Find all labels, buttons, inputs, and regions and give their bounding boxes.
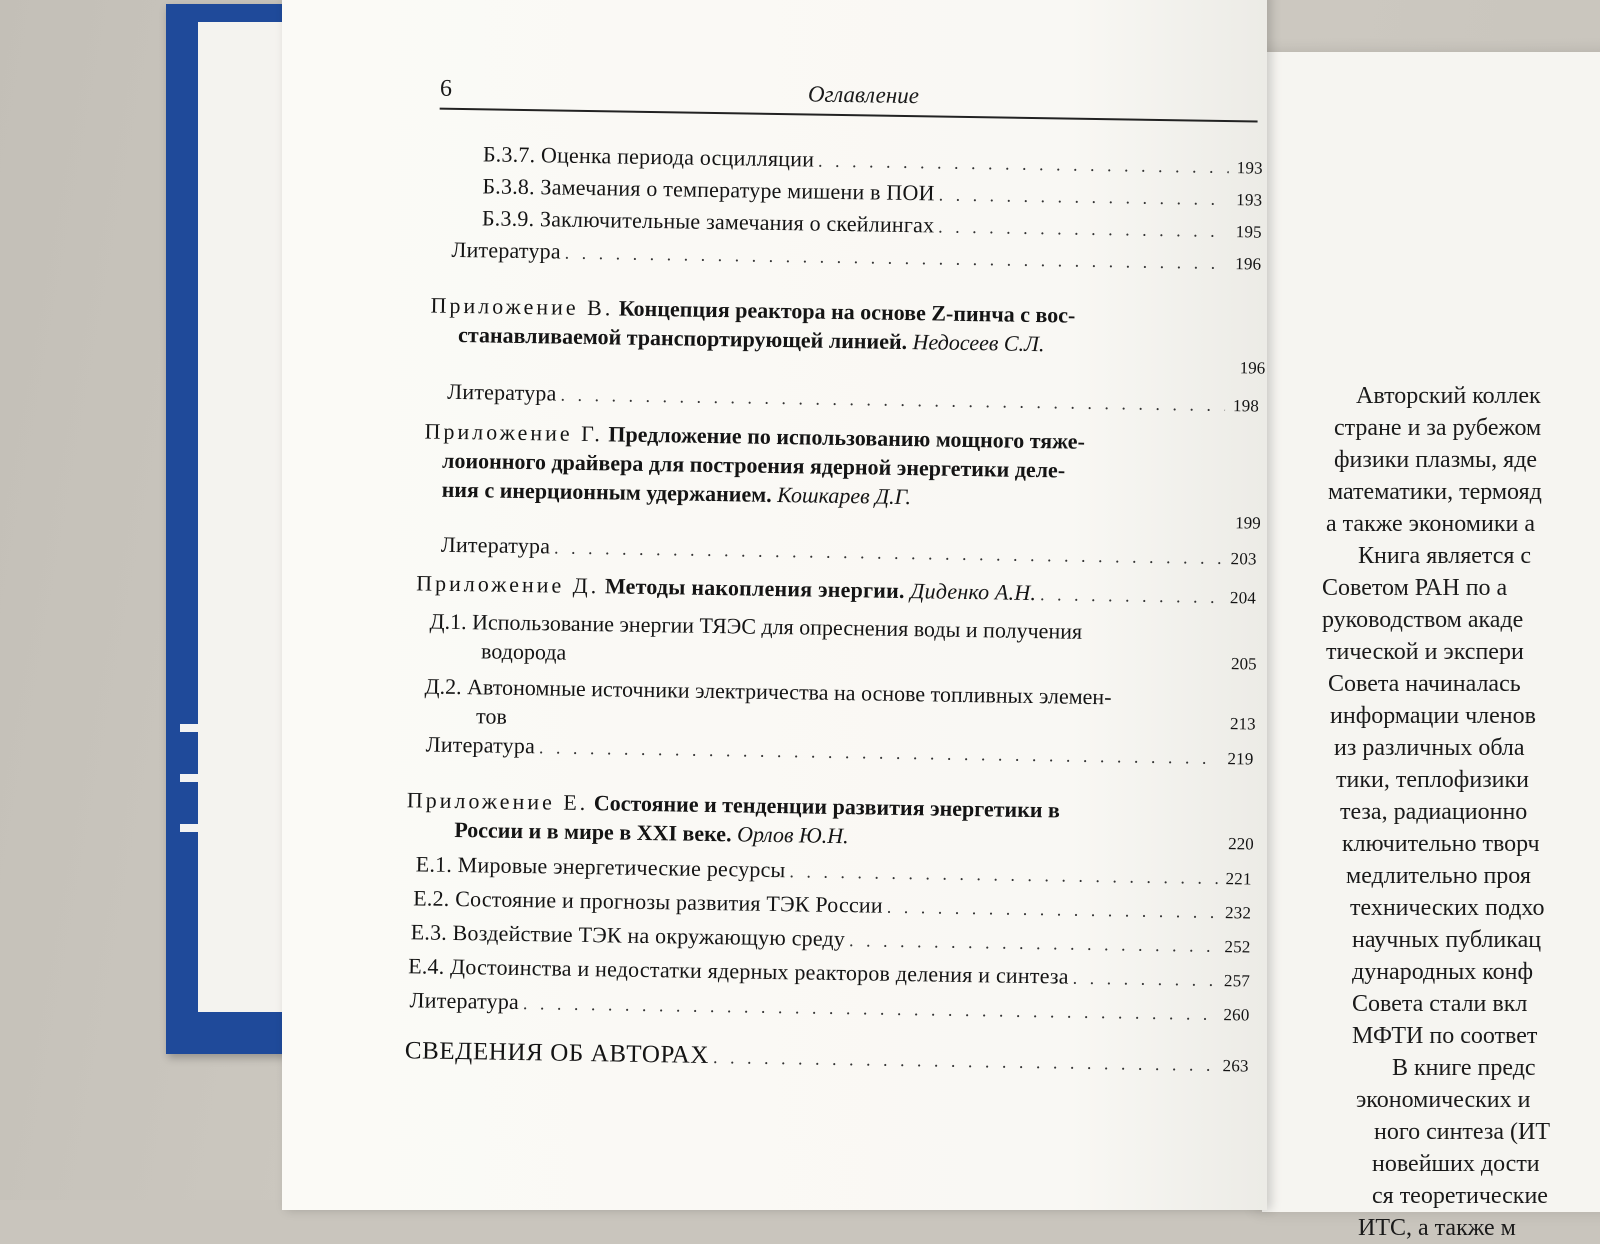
right-line: стране и за рубежом [1334, 415, 1542, 441]
toc-entry-page: 205 [1230, 654, 1257, 674]
toc-entry-label: Е.4. Достоинства и недостатки ядерных реакторов деления и синтеза [408, 953, 1069, 989]
appendix-title: ния с инерционным удержанием. [441, 476, 772, 507]
right-line: Книга является с [1358, 543, 1532, 569]
appendix-v [430, 291, 1261, 362]
toc-entry [409, 987, 1249, 1026]
right-line: Совета стали вкл [1352, 991, 1528, 1017]
toc-entry-page: 196 [1239, 358, 1266, 378]
toc-entry [408, 953, 1250, 992]
right-line: Авторский коллек [1356, 383, 1541, 409]
appendix-author: Орлов Ю.Н. [736, 821, 849, 849]
appendix-e [406, 785, 1253, 856]
right-line: новейших дости [1372, 1151, 1540, 1177]
right-line: ся теоретические [1372, 1183, 1548, 1209]
right-line: МФТИ по соответ [1352, 1023, 1538, 1049]
appendix-prefix: Приложение Д. [416, 570, 600, 599]
toc-entry-d2 [424, 671, 1255, 742]
toc-entry [482, 205, 1262, 243]
right-line: физики плазмы, яде [1334, 447, 1538, 473]
toc-entry-page: 219 [1227, 749, 1254, 769]
toc-entry-page: 193 [1236, 158, 1263, 178]
page-number: 6 [439, 75, 453, 102]
toc-entry-authors [405, 1037, 1249, 1078]
toc-entry-label: Литература [409, 987, 520, 1015]
toc-entry-page: 220 [1228, 834, 1254, 854]
right-line: технических подхо [1350, 895, 1545, 921]
toc-entry-label: Е.2. Состояние и прогнозы развития ТЭК России [413, 885, 884, 918]
toc-entry [451, 237, 1261, 276]
right-line: руководством акаде [1322, 607, 1524, 633]
appendix-prefix: Приложение Г. [424, 418, 604, 447]
toc-entry-label: Б.3.7. Оценка периода осцилляции [482, 141, 815, 172]
toc-entry-label: Д.1. Использование энергии ТЯЭС для опреснения воды и получения [429, 608, 1083, 644]
toc-entry-label: тов [475, 703, 508, 729]
appendix-title: Концепция реактора на основе Z-пинча с вос- [618, 295, 1076, 328]
right-line: ного синтеза (ИТ [1374, 1119, 1550, 1145]
toc-entry-page: 199 [1235, 513, 1261, 533]
right-line: медлительно проя [1346, 863, 1531, 889]
toc-entry [483, 141, 1263, 179]
right-line: из различных обла [1334, 735, 1525, 761]
right-line: тики, теплофизики [1336, 767, 1530, 793]
toc-entry-label: Литература [440, 531, 551, 559]
header-rule [440, 108, 1258, 122]
appendix-title: России и в мире в XXI веке. [454, 816, 732, 847]
appendix-prefix: Приложение В. [430, 292, 614, 321]
toc-entry-label: Литература [447, 378, 557, 406]
right-line: экономических и [1356, 1087, 1531, 1113]
appendix-title: Состояние и тенденции развития энергетики в [593, 790, 1061, 823]
toc-entry-page: 213 [1229, 714, 1256, 734]
toc-entry-label: Е.1. Мировые энергетические ресурсы [415, 851, 786, 883]
right-line: математики, термояд [1328, 479, 1542, 505]
appendix-author: Диденко А.Н. [910, 578, 1037, 606]
appendix-title: Методы накопления энергии. [604, 573, 905, 604]
toc-entry-d1 [429, 607, 1256, 678]
toc-entry-label: Литература [425, 731, 536, 759]
right-line: Советом РАН по а [1322, 575, 1508, 601]
toc-entry-page: 196 [1235, 254, 1262, 274]
toc-entry-page: 204 [1229, 588, 1257, 608]
toc-entry-page: 203 [1230, 549, 1257, 569]
right-line: научных публикац [1352, 927, 1542, 953]
toc-entry-page: 193 [1236, 190, 1263, 210]
toc-entry-label: Д.2. Автономные источники электричества на основе топливных элемен- [424, 673, 1112, 710]
appendix-title: лоионного драйвера для построения ядерной энергетики деле- [441, 447, 1066, 483]
toc-entry-label: Е.3. Воздействие ТЭК на окружающую среду [410, 919, 846, 952]
toc-entry-label: Б.3.8. Замечания о температуре мишени в ПОИ [482, 173, 935, 206]
toc-entry-label: Литература [451, 236, 562, 264]
appendix-title: Предложение по использованию мощного тяже- [608, 421, 1086, 454]
toc-entry-page: 232 [1224, 903, 1252, 923]
toc-entry-label: водорода [480, 638, 567, 665]
right-line: В книге предс [1392, 1055, 1536, 1081]
toc-entry-page: 260 [1223, 1005, 1250, 1025]
toc-entry [441, 532, 1257, 571]
page-header-title: Оглавление [807, 81, 920, 109]
appendix-d [416, 570, 1256, 609]
right-line: а также экономики а [1326, 511, 1535, 537]
right-line: информации членов [1330, 703, 1536, 729]
right-line: ключительно творч [1342, 831, 1540, 857]
toc-entry [413, 885, 1251, 924]
appendix-prefix: Приложение Е. [406, 787, 589, 816]
right-line: теза, радиационно [1340, 799, 1528, 825]
appendix-author: Кошкарев Д.Г. [776, 482, 912, 510]
toc-entry-page: 195 [1235, 222, 1262, 242]
toc-entry-page: 263 [1222, 1056, 1249, 1076]
toc-entry-label: Б.3.9. Заключительные замечания о скейлингах [481, 205, 935, 238]
toc-entry-page: 252 [1224, 937, 1251, 957]
right-line: тической и экспери [1326, 639, 1524, 665]
toc-entry [482, 173, 1262, 211]
toc-entry-page: 198 [1232, 396, 1260, 416]
appendix-g [423, 416, 1258, 516]
toc-entry [411, 919, 1251, 958]
right-line: Совета начиналась [1328, 671, 1521, 697]
toc-entry-page: 257 [1223, 971, 1251, 991]
toc-entry-page: 221 [1225, 869, 1252, 889]
right-line: дународных конф [1352, 959, 1534, 985]
appendix-author: Недосеев С.Л. [912, 329, 1045, 357]
toc-entry [447, 379, 1259, 418]
right-line: ИТС, а также м [1358, 1215, 1516, 1241]
appendix-title: станавливаемой транспортирующей линией. [457, 321, 908, 355]
toc-entry [416, 851, 1252, 890]
toc-entry-label: СВЕДЕНИЯ ОБ АВТОРАХ [404, 1037, 710, 1069]
